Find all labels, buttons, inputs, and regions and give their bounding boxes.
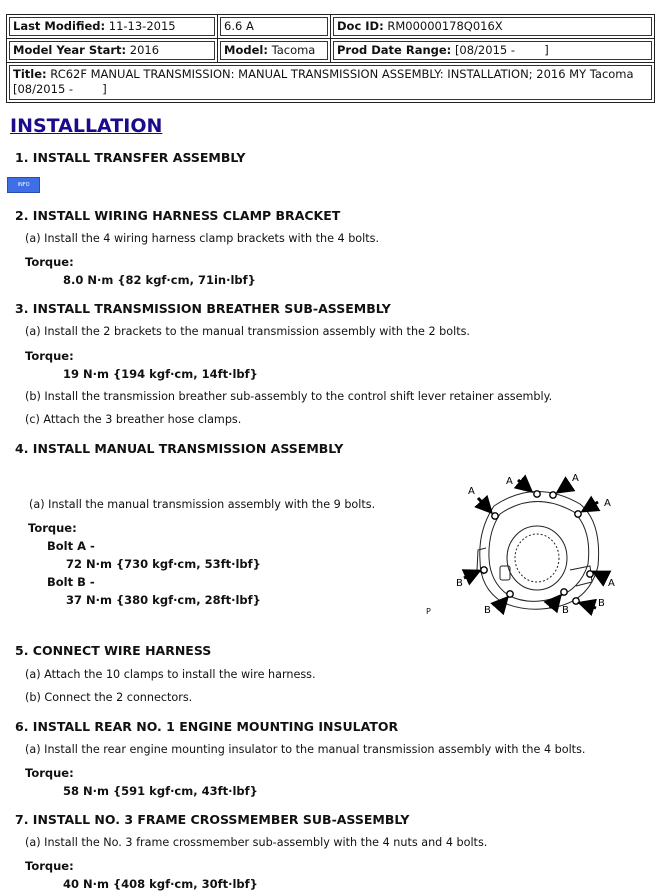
title-value: RC62F MANUAL TRANSMISSION: MANUAL TRANSMISSION ASSEMBLY: INSTALLATION; 2016 MY Tacoma [08/2015 - ] [13, 67, 638, 96]
bolt-markers [481, 491, 593, 604]
model-value: Tacoma [271, 43, 316, 57]
bolt-label-b: B [562, 605, 569, 616]
title-label: Title: [13, 67, 47, 81]
bolt-label-a: A [608, 578, 615, 589]
last-modified-value: 11-13-2015 [108, 19, 176, 33]
step-4-instruction-a: (a) Install the manual transmission assembly with the 9 bolts. [29, 498, 376, 511]
step-2-instruction-a: (a) Install the 4 wiring harness clamp brackets with the 4 bolts. [25, 232, 380, 245]
step-3-torque-value: 19 N·m {194 kgf·cm, 14ft·lbf} [63, 367, 258, 381]
step-2-title: 2. INSTALL WIRING HARNESS CLAMP BRACKET [15, 208, 341, 223]
bolt-label-a: A [604, 498, 611, 509]
doc-id-label: Doc ID: [337, 19, 384, 33]
step-3-instruction-c: (c) Attach the 3 breather hose clamps. [25, 413, 242, 426]
bolt-arrows [464, 480, 606, 608]
bolt-label-a: A [506, 476, 513, 487]
torque-label: Torque: [25, 766, 74, 780]
bolt-label-b: B [598, 598, 605, 609]
step-7-title: 7. INSTALL NO. 3 FRAME CROSSMEMBER SUB-ASSEMBLY [15, 812, 410, 827]
model-year-value: 2016 [129, 43, 160, 57]
bolt-a-label: Bolt A - [47, 539, 95, 553]
torque-label: Torque: [25, 859, 74, 873]
bolt-a-torque-value: 72 N·m {730 kgf·cm, 53ft·lbf} [66, 557, 261, 571]
step-7-instruction-a: (a) Install the No. 3 frame crossmember sub-assembly with the 4 nuts and 4 bolts. [25, 836, 488, 849]
version-value: 6.6 A [224, 19, 254, 33]
info-button[interactable]: INFO [7, 177, 40, 193]
step-3-instruction-a: (a) Install the 2 brackets to the manual transmission assembly with the 2 bolts. [25, 325, 470, 338]
doc-id-value: RM00000178Q016X [387, 19, 503, 33]
model-year-label: Model Year Start: [13, 43, 127, 57]
step-5-instruction-b: (b) Connect the 2 connectors. [25, 691, 193, 704]
torque-label: Torque: [25, 349, 74, 363]
torque-label: Torque: [25, 255, 74, 269]
step-6-title: 6. INSTALL REAR NO. 1 ENGINE MOUNTING INSULATOR [15, 719, 399, 734]
bolt-b-label: Bolt B - [47, 575, 95, 589]
figure-code: P [426, 607, 431, 616]
torque-label: Torque: [28, 521, 77, 535]
transmission-bolt-diagram [420, 470, 625, 620]
bolt-label-b: B [456, 578, 463, 589]
step-7-torque-value: 40 N·m {408 kgf·cm, 30ft·lbf} [63, 877, 258, 891]
last-modified-label: Last Modified: [13, 19, 106, 33]
document-header [6, 14, 655, 103]
bolt-label-b: B [484, 605, 491, 616]
bolt-label-a: A [572, 473, 579, 484]
step-4-title: 4. INSTALL MANUAL TRANSMISSION ASSEMBLY [15, 441, 344, 456]
step-5-instruction-a: (a) Attach the 10 clamps to install the wire harness. [25, 668, 316, 681]
transmission-housing [477, 491, 599, 609]
prod-date-label: Prod Date Range: [337, 43, 452, 57]
bolt-b-torque-value: 37 N·m {380 kgf·cm, 28ft·lbf} [66, 593, 261, 607]
step-3-title: 3. INSTALL TRANSMISSION BREATHER SUB-ASSEMBLY [15, 301, 391, 316]
bolt-label-a: A [468, 486, 475, 497]
model-label: Model: [224, 43, 268, 57]
prod-date-value: [08/2015 - ] [454, 43, 549, 57]
step-5-title: 5. CONNECT WIRE HARNESS [15, 643, 212, 658]
step-1-title: 1. INSTALL TRANSFER ASSEMBLY [15, 150, 246, 165]
step-6-instruction-a: (a) Install the rear engine mounting insulator to the manual transmission assembly with the 4 bolts. [25, 743, 586, 756]
page-title: INSTALLATION [10, 115, 163, 137]
step-2-torque-value: 8.0 N·m {82 kgf·cm, 71in·lbf} [63, 273, 256, 287]
step-6-torque-value: 58 N·m {591 kgf·cm, 43ft·lbf} [63, 784, 258, 798]
step-3-instruction-b: (b) Install the transmission breather sub-assembly to the control shift lever retainer assembly. [25, 390, 553, 403]
